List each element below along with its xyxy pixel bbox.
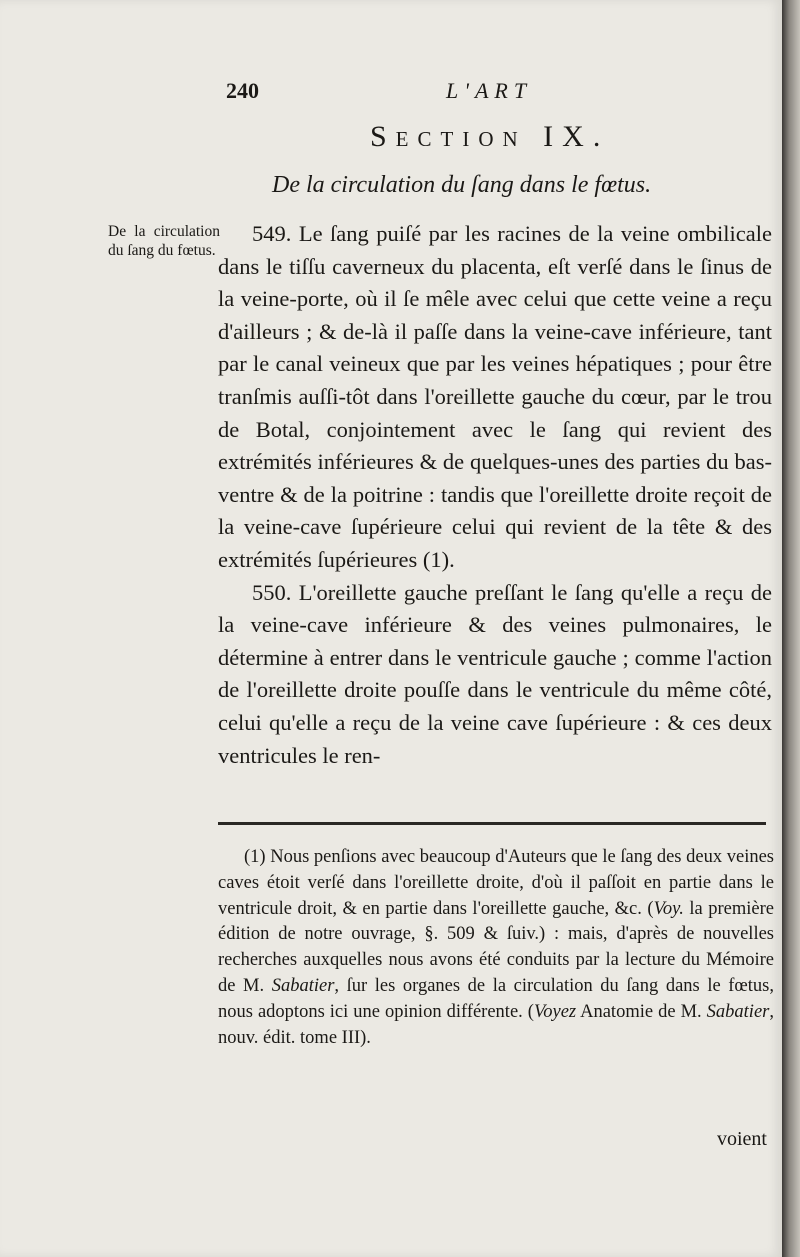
footnote-text bbox=[218, 845, 774, 1051]
main-text bbox=[218, 218, 772, 772]
footnote bbox=[218, 845, 774, 1051]
footnote-segment: , ſur les organes de la circulation du ſang dans le fœtus, nous adoptons ici une opinion différente. ( bbox=[218, 975, 774, 1022]
footnote-italic: Sabatier bbox=[271, 975, 335, 996]
footnote-segment: la première édition de notre ouvrage, §. 509 & ſuiv.) : mais, d'après de nouvelles recherches auxquelles nous avons été conduits par la lecture du Mémoire de M. bbox=[218, 898, 774, 996]
footnote-italic: Voyez bbox=[533, 1001, 577, 1022]
footnote-segment: , nouv. édit. tome III). bbox=[218, 1001, 774, 1048]
footnote-italic: Voy. bbox=[653, 898, 684, 919]
page-number: 240 bbox=[226, 78, 259, 103]
section-title: Section IX. bbox=[370, 120, 610, 153]
footnote-rule bbox=[218, 822, 766, 825]
paragraph-549: 549. Le ſang puiſé par les racines de la veine ombilicale dans le tiſſu caverneux du placenta, eſt verſé dans le ſinus de la veine-porte, où il ſe mêle avec celui que cette veine a reçu d'ailleurs ; & de-là il paſſe dans la veine-cave inférieure, tant par le canal veineux que par les veines hépatiques ; pour être tranſmis auſſi-tôt dans l'oreillette gauche du cœur, par le trou de Botal, conjointement avec le ſang qui revient des extrémités inférieures & de quelques-unes des parties du bas-ventre & de la poitrine : tandis que l'oreillette droite reçoit de la veine-cave ſupérieure celui qui revient de la tête & des extrémités ſupérieures (1). bbox=[218, 221, 772, 572]
footnote-italic: Sabatier bbox=[706, 1001, 770, 1022]
section-subtitle: De la circulation du ſang dans le fœtus. bbox=[272, 172, 652, 198]
margin-note: De la circulation du ſang du fœtus. bbox=[108, 223, 220, 259]
footnote-segment: Anatomie de M. bbox=[576, 1001, 707, 1022]
footnote-segment: (1) Nous penſions avec beaucoup d'Auteurs que le ſang des deux veines caves étoit verſé dans l'oreillette droite, d'où il paſſoit en partie dans le ventricule droit, & en partie dans l'oreillette gauche, &c. ( bbox=[218, 847, 774, 919]
page-header bbox=[0, 78, 782, 108]
running-head: L'ART bbox=[446, 78, 533, 103]
paragraph-550: 550. L'oreillette gauche preſſant le ſang qu'elle a reçu de la veine-cave inférieure & des veines pulmonaires, le détermine à entrer dans le ventricule gauche ; comme l'action de l'oreillette droite pouſſe dans le ventricule du même côté, celui qu'elle a reçu de la veine cave ſupérieure : & ces deux ventricules le ren- bbox=[218, 579, 772, 768]
catchword: voient bbox=[717, 1128, 767, 1150]
page-edge bbox=[782, 0, 800, 1257]
